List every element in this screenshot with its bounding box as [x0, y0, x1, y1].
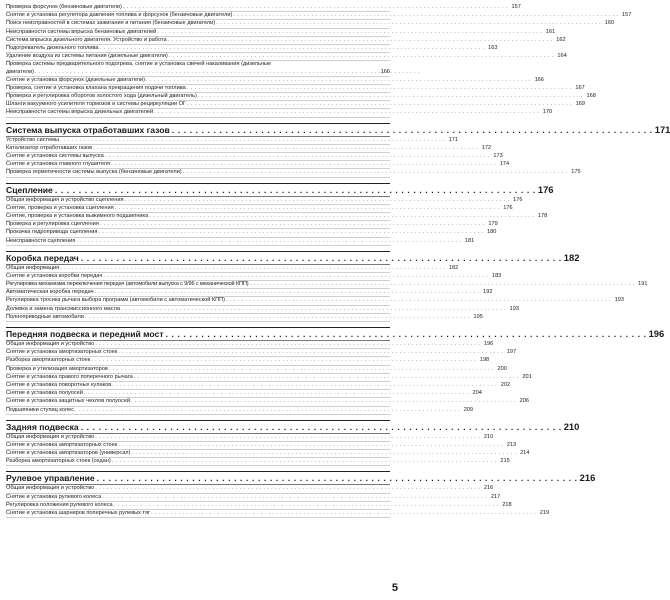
leader-dots [100, 221, 485, 228]
entry-title: Проверка и регулировка сцепления [6, 221, 99, 228]
entry-page: 219 [539, 510, 550, 517]
entry-title: Удаление воздуха из системы питания (дизельные двигатели) [6, 53, 168, 60]
toc-entry [6, 4, 521, 12]
entry-page: 206 [519, 398, 529, 405]
leader-dots [60, 137, 445, 144]
leader-dots [112, 458, 497, 465]
toc-entry [6, 109, 553, 117]
entry-title: Полноприводные автомобили [6, 313, 84, 320]
entry-page: 171 [448, 136, 458, 143]
section-page: 176 [537, 183, 554, 195]
toc-entry [6, 305, 519, 314]
leader-dots [183, 169, 568, 176]
entry-page: 173 [493, 153, 503, 160]
entry-title: Поиск неисправностей в системах зажигания и питания (бензиновые двигатели) [6, 20, 216, 27]
leader-dots [95, 434, 480, 441]
toc-entry [6, 136, 458, 145]
toc-entry [6, 450, 530, 458]
leader-dots [91, 357, 476, 364]
toc-entry [6, 161, 510, 169]
entry-title: Проверка системы предварительного подогрева, снятие и установка свечей накаливания (дизельные двигатели) [6, 61, 272, 75]
section-page: 171 [654, 123, 670, 135]
section-heading [6, 123, 670, 137]
entry-page: 218 [502, 501, 512, 508]
toc-entry [6, 381, 511, 390]
entry-page: 215 [500, 458, 510, 465]
toc-entry [6, 237, 475, 246]
entry-title: Общая информация и устройство [6, 341, 95, 348]
entry-title: Снятие и установка амортизаторных стоек [6, 441, 118, 448]
entry-title: Прокачка гидропривода сцепления [6, 229, 98, 236]
section-title: Система выпуска отработавших газов [6, 124, 170, 135]
entry-page: 198 [479, 357, 490, 364]
toc-entry [6, 297, 625, 305]
entry-title: Общая информация и устройство [6, 433, 95, 440]
leader-dots [123, 4, 508, 11]
entry-page: 166 [534, 76, 544, 83]
entry-title: Снятие и установка защитных чехлов полуосей [6, 398, 130, 405]
entry-page: 167 [575, 84, 585, 91]
leader-dots [168, 37, 553, 44]
table-of-contents [6, 4, 670, 518]
entry-title: Система впрыска дизельного двигателя. Устройство и работа [6, 36, 167, 43]
leader-dots [198, 93, 583, 100]
leader-dots [118, 349, 503, 356]
entry-page: 176 [513, 196, 523, 203]
leader-dots [112, 382, 497, 389]
entry-page: 163 [488, 44, 498, 51]
entry-title: Неисправности системы впрыска дизельных двигателей [6, 109, 154, 116]
entry-title: Доливка и замена трансмиссионного масла [6, 305, 120, 312]
leader-dots [97, 472, 578, 484]
entry-page: 181 [464, 237, 475, 244]
page-number: 5 [391, 582, 398, 594]
entry-page: 216 [483, 485, 494, 492]
entry-title: Разборка амортизаторных стоек [6, 357, 91, 364]
toc-entry [6, 510, 550, 518]
toc-section [6, 123, 670, 178]
entry-title: Снятие и установка форсунок (дизельные двигатели) [6, 76, 145, 83]
intro-entries [6, 4, 632, 118]
leader-dots [84, 390, 469, 397]
toc-section [6, 183, 554, 246]
entry-title: Проверка форсунок (бензиновые двигатели) [6, 4, 122, 10]
section-page: 182 [563, 251, 580, 263]
toc-entry [6, 84, 585, 93]
leader-dots [115, 205, 500, 212]
toc-entry [6, 406, 474, 415]
entry-title: Общая информация [6, 264, 60, 271]
section-heading [6, 328, 665, 341]
leader-dots [60, 265, 445, 272]
toc-section [6, 420, 580, 467]
entry-title: Неисправности системы впрыска бензиновых двигателей [6, 28, 157, 35]
entry-title: Снятие и установка поворотных кулаков [6, 381, 112, 388]
leader-dots [103, 273, 488, 280]
entry-page: 172 [481, 144, 492, 151]
entry-title: Общая информация и устройство сцепления [6, 196, 124, 203]
entry-title: Снятие и установка шарниров поперечных рулевых тяг [6, 510, 151, 517]
section-heading [6, 420, 580, 434]
entry-title: Снятие и установка полуосей [6, 390, 83, 397]
entry-title: Регулировка механизма переключения передач (автомобили выпуска с 9/96 с механической КПП) [6, 281, 249, 288]
leader-dots [154, 109, 539, 116]
toc-entry [6, 153, 503, 161]
toc-entry [6, 313, 483, 322]
entry-title: Снятие и установка системы выпуска [6, 153, 104, 160]
leader-dots [233, 12, 618, 19]
leader-dots [75, 407, 460, 414]
entry-page: 209 [463, 406, 474, 413]
entry-title: Снятие и установка амортизаторов (универсал) [6, 450, 131, 457]
entry-page: 169 [575, 101, 585, 108]
entry-page: 180 [487, 229, 497, 236]
toc-entry [6, 93, 596, 101]
section-heading [6, 472, 596, 485]
entry-title: Проверка, снятие и установка клапана прекращения подачи топлива [6, 84, 186, 91]
entry-page: 200 [497, 365, 507, 372]
toc-entry [6, 281, 648, 289]
entry-page: 176 [503, 204, 513, 211]
leader-dots [55, 184, 536, 196]
entry-title: Разборка амортизаторных стоек (седан) [6, 458, 111, 465]
leader-dots [187, 85, 572, 92]
entry-page: 201 [522, 373, 532, 380]
entry-title: Регулировка положения рулевого колеса [6, 501, 113, 508]
entry-page: 178 [537, 212, 548, 219]
leader-dots [121, 306, 506, 313]
toc-entry [6, 349, 517, 357]
entry-page: 197 [506, 349, 517, 356]
entry-title: Проверка герметичности системы выпуска (бензиновые двигатели) [6, 169, 182, 176]
toc-entry [6, 458, 510, 466]
toc-entry [6, 433, 494, 442]
toc-section [6, 471, 596, 518]
entry-page: 161 [545, 28, 556, 35]
leader-dots [95, 485, 480, 492]
entry-title: Автоматическая коробка передач [6, 289, 94, 296]
toc-entry [6, 61, 390, 76]
entry-page: 168 [586, 93, 596, 100]
leader-dots [169, 53, 554, 60]
entry-title: Подшипники ступиц колес [6, 406, 75, 413]
leader-dots [94, 289, 479, 296]
leader-dots [102, 494, 487, 501]
leader-dots [111, 161, 496, 168]
leader-dots [250, 281, 635, 288]
leader-dots [76, 238, 461, 245]
toc-entry [6, 365, 507, 374]
toc-entry [6, 28, 556, 37]
entry-title: Снятие и установка регулятора давления топлива и форсунок (бензиновые двигатели) [6, 12, 233, 19]
section-page: 216 [579, 472, 596, 484]
entry-title: Снятие, проверка и установка выжимного подшипника [6, 212, 149, 219]
toc-entry [6, 398, 529, 406]
toc-entry [6, 264, 459, 273]
toc-section [6, 327, 665, 415]
entry-page: 195 [473, 313, 483, 320]
entry-title: Подогреватель дизельного топлива [6, 44, 99, 51]
toc-entry [6, 144, 492, 153]
leader-dots [131, 450, 516, 457]
entry-page: 182 [448, 264, 459, 271]
toc-entry [6, 36, 566, 45]
entry-title: Снятие и установка главного глушителя [6, 161, 111, 168]
leader-dots [157, 29, 542, 36]
entry-title: Катализатор отработавших газов [6, 144, 93, 151]
toc-entry [6, 196, 523, 205]
entry-title: Проверка и регулировка оборотов холостого хода (дизельный двигатель) [6, 93, 197, 100]
section-title: Задняя подвеска [6, 421, 79, 432]
leader-dots [100, 45, 485, 52]
entry-page: 213 [506, 441, 517, 448]
leader-dots [98, 229, 483, 236]
toc-entry [6, 272, 502, 281]
entry-page: 166 [380, 68, 390, 75]
leader-dots [226, 297, 611, 304]
toc-entry [6, 485, 494, 493]
entry-page: 157 [621, 12, 632, 19]
entry-page: 192 [483, 289, 493, 296]
toc-entry [6, 373, 532, 382]
leader-dots [81, 421, 562, 433]
leader-dots [35, 69, 420, 75]
entry-page: 204 [472, 390, 482, 397]
toc-entry [6, 493, 501, 502]
entry-title: Снятие и установка рулевого колеса [6, 493, 102, 500]
entry-page: 162 [556, 36, 566, 43]
leader-dots [109, 366, 494, 373]
section-title: Передняя подвеска и передний мост [6, 329, 164, 340]
entry-title: Снятие и установка амортизаторных стоек [6, 349, 118, 356]
entry-page: 175 [571, 169, 581, 176]
leader-dots [134, 374, 519, 381]
entry-page: 193 [614, 297, 625, 304]
leader-dots [151, 510, 536, 517]
entry-title: Шланги вакуумного усилителя тормозов и системы рециркуляции ОГ [6, 101, 187, 108]
entry-title: Неисправности сцепления [6, 237, 76, 244]
leader-dots [81, 252, 562, 264]
toc-entry [6, 341, 494, 349]
entry-title: Снятие, проверка и установка сцепления [6, 204, 114, 211]
entry-title: Проверка и утилизация амортизаторов [6, 365, 108, 372]
leader-dots [216, 20, 601, 27]
entry-page: 164 [557, 53, 567, 60]
entry-page: 210 [483, 433, 494, 440]
toc-entry [6, 221, 498, 229]
entry-page: 196 [483, 341, 494, 348]
entry-title: Общая информация и устройство [6, 485, 95, 492]
toc-entry [6, 212, 548, 221]
toc-entry [6, 441, 517, 450]
leader-dots [95, 341, 480, 348]
leader-dots [118, 442, 503, 449]
toc-entry [6, 169, 581, 177]
entry-page: 179 [488, 221, 498, 228]
leader-dots [172, 124, 653, 136]
leader-dots [93, 145, 478, 152]
entry-page: 174 [499, 161, 510, 168]
leader-dots [105, 153, 490, 160]
entry-title: Снятие и установка коробки передач [6, 272, 103, 279]
leader-dots [114, 502, 499, 509]
entry-page: 160 [604, 20, 615, 27]
section-title: Сцепление [6, 184, 53, 195]
entry-title: Снятие и установка правого поперечного рычага [6, 373, 133, 380]
entry-page: 170 [542, 109, 553, 116]
toc-entry [6, 44, 498, 53]
entry-page: 157 [511, 4, 521, 10]
toc-entry [6, 76, 544, 85]
entry-page: 191 [638, 281, 648, 288]
leader-dots [125, 197, 510, 204]
toc-entry [6, 20, 615, 28]
toc-entry [6, 229, 497, 237]
entry-page: 202 [500, 381, 511, 388]
leader-dots [131, 398, 516, 405]
section-heading [6, 183, 554, 197]
toc-entry [6, 204, 513, 213]
entry-page: 217 [490, 493, 501, 500]
leader-dots [166, 328, 647, 340]
section-title: Рулевое управление [6, 473, 95, 484]
section-heading [6, 251, 580, 265]
entry-title: Регулировка тросика рычага выбора программ (автомобили с автоматической КПП) [6, 297, 226, 304]
entry-title: Устройство системы [6, 136, 60, 143]
entry-page: 214 [520, 450, 530, 457]
toc-section [6, 251, 648, 322]
entry-page: 183 [491, 272, 502, 279]
toc-entry [6, 501, 512, 510]
entry-page: 193 [509, 305, 519, 312]
section-title: Коробка передач [6, 252, 79, 263]
leader-dots [85, 314, 470, 321]
toc-entry [6, 357, 490, 365]
section-page: 196 [648, 328, 665, 340]
leader-dots [146, 77, 531, 84]
section-page: 210 [563, 420, 580, 432]
leader-dots [149, 213, 534, 220]
leader-dots [187, 101, 572, 108]
